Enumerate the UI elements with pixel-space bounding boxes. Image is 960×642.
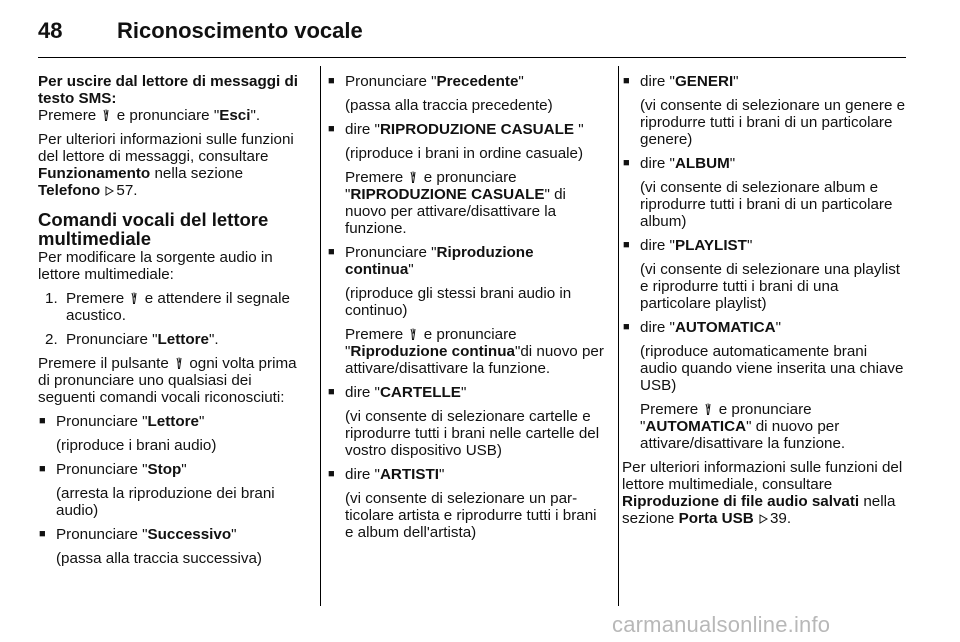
step-1-pre: Premere	[66, 290, 125, 307]
command-toggle-note	[327, 169, 605, 237]
command-item-lettore	[38, 413, 306, 430]
command-item-stop	[38, 461, 306, 478]
header-rule	[38, 57, 906, 58]
command-pre: dire "	[345, 384, 380, 401]
note-pre: Premere	[345, 169, 404, 186]
voice-command-icon	[130, 292, 138, 304]
step-2-pre: Pronunciare "	[66, 331, 158, 348]
command-post: "	[231, 526, 237, 543]
section-heading: Comandi vocali del lettore multimediale	[38, 209, 269, 249]
column-2	[327, 73, 605, 548]
watermark: carmanualsonline.info	[612, 612, 831, 637]
command-description: (vi consente di selezionare un particolare artista e riprodurre tutti i brani e album dell'artista)	[345, 490, 597, 541]
info-page-ref[interactable]: 57.	[116, 182, 138, 199]
command-description: (vi consente di selezionare un genere e riprodurre tutti i brani di un particolare genere)	[640, 97, 906, 148]
command-keyword: RIPRODUZIONE CASUALE	[379, 121, 575, 138]
note-mid: e pronunciare "	[345, 326, 517, 360]
intro-text: Per modificare la sorgente audio in lettore multimediale:	[38, 249, 273, 283]
command-keyword: AUTOMATICA	[674, 319, 776, 336]
info-pre: Per ulteriori informazioni sulle funzioni del lettore multimediale, consultare	[622, 459, 903, 493]
voice-command-icon	[102, 109, 110, 121]
command-description: (riproduce automaticamente brani audio quando viene inserita una chiave USB)	[640, 343, 904, 394]
command-post: "	[574, 121, 584, 138]
command-post: "	[729, 155, 736, 172]
info-link-file-audio[interactable]: Riproduzione di file audio salvati	[622, 493, 860, 510]
command-pre: dire "	[640, 237, 675, 254]
column-divider-1	[320, 66, 321, 606]
command-keyword: Successivo	[147, 526, 232, 543]
step-2-post: ".	[209, 331, 219, 348]
exit-mid: e pronunciare "	[116, 107, 220, 124]
command-description: (vi consente di selezionare album e riprodurre tutti i brani di un particolare album)	[640, 179, 893, 230]
commands-intro-post: ogni volta prima di pronunciare uno qualsiasi dei seguenti comandi vocali riconosciuti:	[38, 355, 297, 406]
step-1	[38, 290, 306, 324]
command-post: "	[518, 73, 524, 90]
command-keyword: CARTELLE	[379, 384, 461, 401]
info-link-funzionamento[interactable]: Funzionamento	[38, 165, 151, 182]
command-keyword: Riproduzione continua	[345, 244, 534, 278]
step-2	[38, 331, 306, 348]
commands-intro-pre: Premere il pulsante	[38, 355, 169, 372]
exit-pre: Premere	[38, 107, 97, 124]
command-pre: Pronunciare "	[56, 461, 148, 478]
command-post: "	[181, 461, 187, 478]
command-pre: Pronunciare "	[56, 526, 148, 543]
command-keyword: Stop	[147, 461, 182, 478]
exit-command: Esci	[219, 107, 251, 124]
command-item-cartelle	[327, 384, 605, 401]
command-keyword: Precedente	[436, 73, 519, 90]
command-description: (vi consente di selezionare cartelle e riprodurre tutti i brani nelle cartelle del vostro dispositivo USB)	[345, 408, 600, 459]
command-keyword: PLAYLIST	[674, 237, 747, 254]
command-post: "	[199, 413, 205, 430]
command-keyword: ARTISTI	[379, 466, 439, 483]
exit-instruction	[38, 107, 306, 124]
command-pre: dire "	[345, 121, 380, 138]
info-mid: nella sezione	[622, 493, 896, 527]
info-pre: Per ulteriori informazioni sulle funzioni del lettore di messaggi, consultare	[38, 131, 294, 165]
voice-command-icon	[175, 357, 183, 369]
command-description: (riproduce i brani audio)	[56, 437, 217, 454]
command-description: (passa alla traccia successiva)	[56, 550, 262, 567]
note-post: " di nuovo per attivare/disattivare la funzione.	[640, 418, 846, 452]
page-reference-arrow-icon	[105, 186, 114, 196]
page-reference-arrow-icon	[759, 514, 768, 524]
command-post: "	[746, 237, 753, 254]
command-item-successivo	[38, 526, 306, 543]
command-pre: dire "	[640, 319, 675, 336]
note-pre: Premere	[345, 326, 404, 343]
command-pre: Pronunciare "	[56, 413, 148, 430]
column-divider-2	[618, 66, 619, 606]
info-link-porta-usb[interactable]: Porta USB	[678, 510, 754, 527]
command-item-playlist	[622, 237, 908, 254]
note-command: Riproduzione continua	[350, 343, 515, 360]
command-item-automatica	[622, 319, 908, 336]
info-page-ref[interactable]: 39.	[769, 510, 792, 527]
note-command: RIPRODUZIONE CASUALE	[350, 186, 545, 203]
command-pre: dire "	[640, 155, 675, 172]
note-mid: e pronunciare "	[640, 401, 812, 435]
command-post: "	[733, 73, 739, 90]
info-mid: nella sezione	[154, 165, 244, 182]
command-pre: dire "	[640, 73, 675, 90]
info-link-telefono[interactable]: Telefono	[38, 182, 101, 199]
voice-command-icon	[409, 328, 417, 340]
command-item-riproduzione-casuale	[327, 121, 605, 138]
command-item-precedente	[327, 73, 605, 90]
command-item-artisti	[327, 466, 605, 483]
command-item-riproduzione-continua	[327, 244, 605, 278]
command-post: "	[460, 384, 467, 401]
command-description: (vi consente di selezionare una playlist e riprodurre tutti i brani di una particolare playlist)	[640, 261, 901, 312]
command-pre: Pronunciare "	[345, 244, 437, 261]
command-toggle-note	[327, 326, 605, 377]
step-2-command: Lettore	[157, 331, 209, 348]
command-toggle-note	[622, 401, 908, 452]
note-post: " di nuovo per attivare/disattivare la funzione.	[345, 186, 566, 237]
page-number: 48	[38, 18, 63, 43]
step-2-number: 2.	[45, 331, 58, 348]
media-info-paragraph	[622, 459, 908, 527]
column-1	[38, 73, 306, 574]
command-description: (arresta la riproduzione dei brani audio)	[56, 485, 275, 519]
command-keyword: Lettore	[147, 413, 199, 430]
step-1-post: e attendere il segnale acustico.	[66, 290, 290, 324]
voice-command-icon	[409, 171, 417, 183]
note-mid: e pronunciare "	[345, 169, 517, 203]
command-description: (riproduce i brani in ordine casuale)	[345, 145, 584, 162]
chapter-title: Riconoscimento vocale	[117, 18, 363, 43]
command-keyword: ALBUM	[674, 155, 730, 172]
command-pre: dire "	[345, 466, 380, 483]
exit-post: ".	[250, 107, 261, 124]
note-post: "di nuovo per attivare/disattivare la funzione.	[345, 343, 604, 377]
command-description: (passa alla traccia precedente)	[345, 97, 553, 114]
command-pre: Pronunciare "	[345, 73, 437, 90]
command-post: "	[775, 319, 782, 336]
command-post: "	[439, 466, 445, 483]
command-post: "	[408, 261, 414, 278]
exit-heading: Per uscire dal lettore di messaggi di testo SMS:	[38, 73, 298, 107]
step-1-number: 1.	[45, 290, 58, 307]
command-item-generi	[622, 73, 908, 90]
sms-info-paragraph	[38, 131, 306, 199]
note-command: AUTOMATICA	[645, 418, 747, 435]
command-item-album	[622, 155, 908, 172]
column-3	[622, 73, 908, 534]
note-pre: Premere	[640, 401, 699, 418]
voice-command-icon	[704, 403, 712, 415]
commands-intro	[38, 355, 306, 406]
command-keyword: GENERI	[674, 73, 734, 90]
command-description: (riproduce gli stessi brani audio in continuo)	[345, 285, 572, 319]
